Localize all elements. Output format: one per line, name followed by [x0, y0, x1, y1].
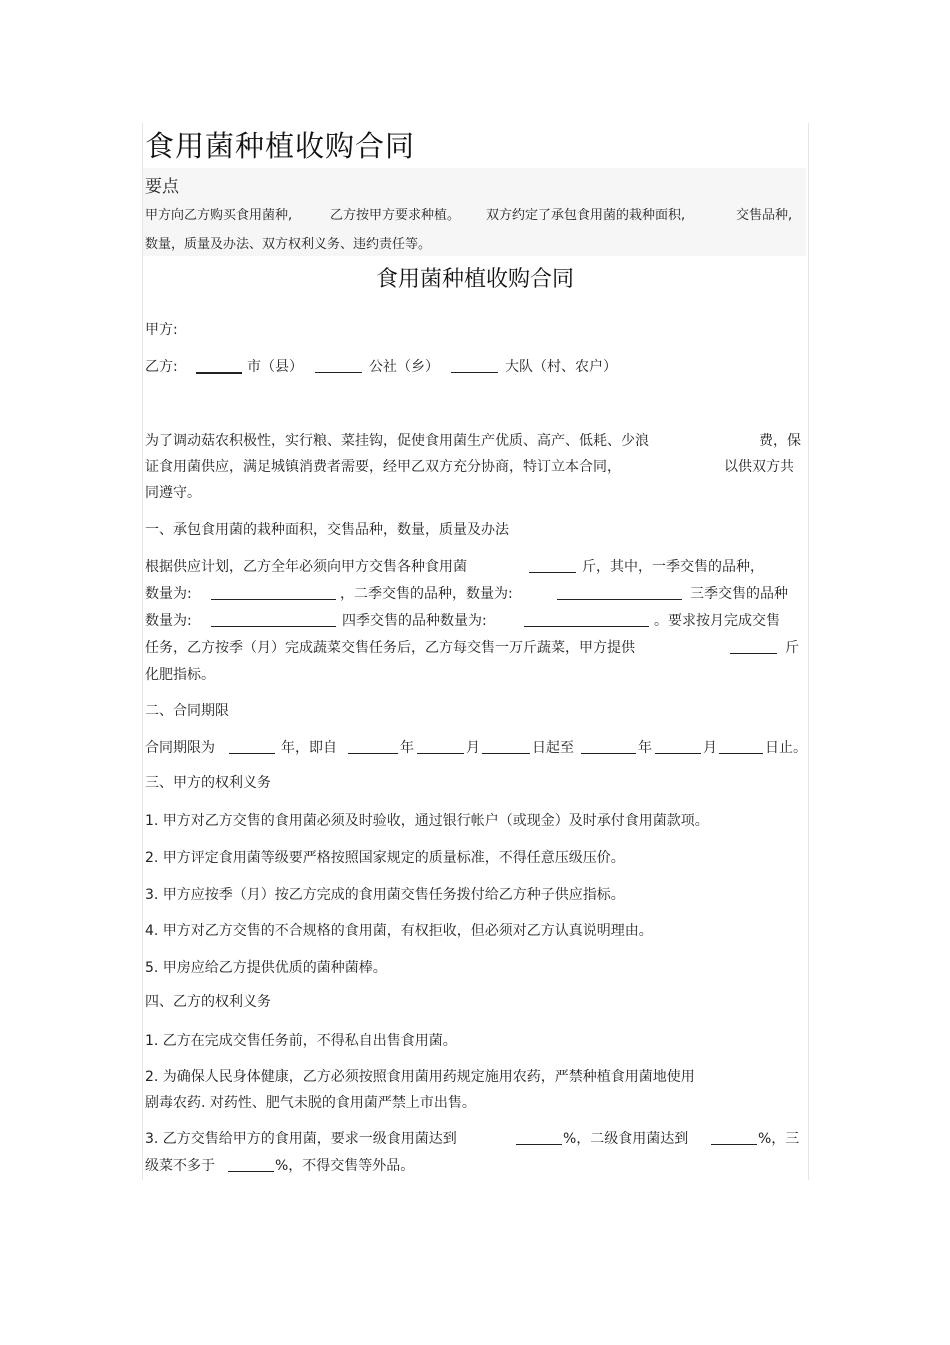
sec3-item-3: 3. 甲方应按季（月）按乙方完成的食用菌交售任务拨付给乙方种子供应指标。 [145, 887, 625, 903]
sec4-item-3-line-1b: %，二级食用菌达到 [563, 1131, 689, 1147]
page-title: 食用菌种植收购合同 [145, 129, 416, 163]
section-1-heading: 一、承包食用菌的栽种面积，交售品种，数量，质量及办法 [145, 522, 509, 538]
sec3-item-2: 2. 甲方评定食用菌等级要严格按照国家规定的质量标准，不得任意压级压价。 [145, 850, 625, 866]
sec4-grade3-blank[interactable] [228, 1157, 274, 1172]
sec2-end-label: 日止。 [765, 740, 807, 756]
party-b-city-blank[interactable] [196, 358, 242, 374]
sec4-grade2-blank[interactable] [711, 1130, 757, 1145]
summary-line-1-part-4: 交售品种, [736, 208, 793, 223]
sec1-q2-blank[interactable] [557, 585, 682, 600]
sec4-item-3-line-2a: 级菜不多于 [145, 1158, 215, 1174]
section-2-heading: 二、合同期限 [145, 703, 229, 719]
sec4-grade1-blank[interactable] [516, 1130, 562, 1145]
party-b-commune-blank[interactable] [315, 358, 362, 373]
sec2-end-day-blank[interactable] [719, 739, 763, 754]
party-b-brigade-label: 大队（村、农户） [505, 359, 617, 375]
sec4-item-3-line-1c: %，三 [758, 1131, 800, 1147]
sec1-line-1b: 斤，其中，一季交售的品种， [582, 559, 764, 575]
summary-line-1-part-1: 甲方向乙方购买食用菌种, [145, 208, 293, 223]
sec1-line-3b: 四季交售的品种数量为: [342, 613, 487, 629]
sec1-line-3c: 。要求按月完成交售 [654, 613, 780, 629]
sec1-line-2a: 数量为: [145, 586, 192, 602]
sec1-line-4a: 任务，乙方按季（月）完成蔬菜交售任务后，乙方每交售一万斤蔬菜，甲方提供 [145, 640, 635, 656]
sec1-total-blank[interactable] [529, 558, 576, 573]
sec1-line-2c: 三季交售的品种 [690, 586, 788, 602]
sec2-year-label: 年 [400, 740, 414, 756]
party-b-commune-label: 公社（乡） [369, 359, 439, 375]
sec1-line-1a: 根据供应计划，乙方全年必须向甲方交售各种食用菌 [145, 559, 467, 575]
summary-line-1-part-2: 乙方按甲方要求种植。 [330, 208, 461, 223]
sec3-item-4: 4. 甲方对乙方交售的不合规格的食用菌，有权拒收，但必须对乙方认真说明理由。 [145, 923, 653, 939]
sec3-item-5: 5. 甲房应给乙方提供优质的菌种菌棒。 [145, 960, 387, 976]
party-a-label: 甲方: [145, 322, 178, 338]
preamble-line-3: 同遵守。 [145, 485, 201, 501]
sec4-item-3-line-2b: %，不得交售等外品。 [275, 1158, 415, 1174]
sec2-month2-label: 月 [703, 740, 717, 756]
sec2-start-month-blank[interactable] [417, 739, 464, 754]
preamble-line-1b: 费，保 [759, 433, 801, 449]
sec4-item-2-line-2: 剧毒农药. 对药性、肥气未脱的食用菌严禁上市出售。 [145, 1095, 476, 1111]
sec2-end-month-blank[interactable] [655, 739, 701, 754]
sec2-term-label: 合同期限为 [145, 740, 215, 756]
sec1-line-3a: 数量为: [145, 613, 192, 629]
sec2-year2-label: 年 [638, 740, 652, 756]
sec2-month-label: 月 [466, 740, 480, 756]
sec1-q1-blank[interactable] [211, 585, 336, 600]
preamble-line-1a: 为了调动菇农积极性，实行粮、菜挂钩，促使食用菌生产优质、高产、低耗、少浪 [145, 433, 649, 449]
summary-line-2: 数量，质量及办法、双方权利义务、违约责任等。 [145, 237, 432, 252]
sec2-until-label: 日起至 [532, 740, 574, 756]
sec2-start-year-blank[interactable] [348, 739, 398, 754]
document-title: 食用菌种植收购合同 [375, 267, 574, 292]
sec1-line-5: 化肥指标。 [145, 667, 215, 683]
party-b-city-label: 市（县） [247, 359, 303, 375]
sec1-line-2b: ，二季交售的品种，数量为: [340, 586, 513, 602]
summary-heading: 要点 [145, 177, 179, 197]
sec4-item-1: 1. 乙方在完成交售任务前，不得私自出售食用菌。 [145, 1033, 457, 1049]
preamble-line-2a: 证食用菌供应，满足城镇消费者需要，经甲乙双方充分协商，特订立本合同， [145, 459, 621, 475]
sec1-fertilizer-blank[interactable] [730, 639, 777, 654]
sec1-q4-blank[interactable] [524, 612, 649, 627]
sec2-end-year-blank[interactable] [581, 739, 636, 754]
section-4-heading: 四、乙方的权利义务 [145, 994, 271, 1010]
section-3-heading: 三、甲方的权利义务 [145, 775, 271, 791]
party-b-brigade-blank[interactable] [451, 358, 498, 373]
sec2-from-label: 年，即自 [281, 740, 337, 756]
sec2-years-blank[interactable] [229, 739, 275, 754]
summary-line-1-part-3: 双方约定了承包食用菌的栽种面积, [486, 208, 686, 223]
sec2-start-day-blank[interactable] [482, 739, 530, 754]
sec1-q3-blank[interactable] [211, 612, 336, 627]
sec4-item-3-line-1a: 3. 乙方交售给甲方的食用菌，要求一级食用菌达到 [145, 1131, 457, 1147]
sec4-item-2-line-1: 2. 为确保人民身体健康，乙方必须按照食用菌用药规定施用农药，严禁种植食用菌地使用 [145, 1069, 695, 1085]
sec3-item-1: 1. 甲方对乙方交售的食用菌必须及时验收，通过银行帐户（或现金）及时承付食用菌款项。 [145, 813, 709, 829]
preamble-line-2b: 以供双方共 [724, 459, 794, 475]
party-b-label: 乙方: [145, 359, 178, 375]
sec1-line-4b: 斤 [785, 640, 799, 656]
